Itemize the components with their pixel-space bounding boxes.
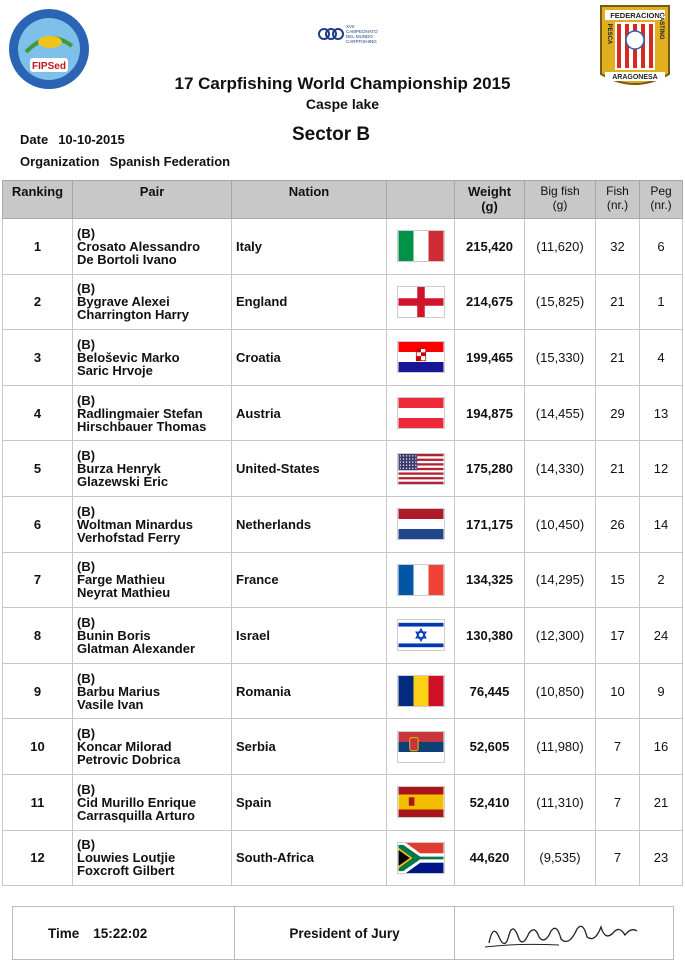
footer-president: President of Jury <box>235 907 455 959</box>
cell-nation: Austria <box>232 385 387 441</box>
cell-fish: 21 <box>596 441 640 497</box>
pair-angler-2: Petrovic Dobrica <box>77 752 181 768</box>
champ-logo-l4: CARPFISHING <box>346 39 377 44</box>
cell-nation: Serbia <box>232 719 387 775</box>
cell-pair <box>73 441 232 497</box>
cell-pair <box>73 830 232 886</box>
cell-bigfish: (12,300) <box>525 608 596 664</box>
cell-flag <box>387 385 455 441</box>
pair-angler-2: Carrasquilla Arturo <box>77 807 195 823</box>
footer-time <box>13 907 235 959</box>
cell-pair <box>73 385 232 441</box>
col-peg <box>640 181 683 219</box>
cell-peg: 14 <box>640 496 683 552</box>
cell-weight: 175,280 <box>455 441 525 497</box>
cell-rank: 11 <box>3 774 73 830</box>
cell-weight: 76,445 <box>455 663 525 719</box>
pair-sector: (B) <box>77 503 96 519</box>
cell-fish: 7 <box>596 774 640 830</box>
cell-peg: 1 <box>640 274 683 330</box>
cell-nation: Croatia <box>232 330 387 386</box>
cell-weight: 199,465 <box>455 330 525 386</box>
cell-weight: 130,380 <box>455 608 525 664</box>
cell-rank: 1 <box>3 219 73 275</box>
cell-nation: England <box>232 274 387 330</box>
footer-box <box>12 906 674 960</box>
cell-weight: 44,620 <box>455 830 525 886</box>
cell-weight: 215,420 <box>455 219 525 275</box>
flag-netherlands <box>397 508 445 540</box>
pair-angler-1: Burza Henryk <box>77 461 161 477</box>
cell-rank: 8 <box>3 608 73 664</box>
cell-pair <box>73 719 232 775</box>
cell-bigfish: (15,330) <box>525 330 596 386</box>
col-weight-unit: (g) <box>481 199 498 214</box>
flag-france <box>397 564 445 596</box>
cell-flag <box>387 830 455 886</box>
cell-fish: 29 <box>596 385 640 441</box>
flag-italy <box>397 230 445 262</box>
cell-peg: 6 <box>640 219 683 275</box>
table-row <box>3 608 683 664</box>
flag-romania <box>397 675 445 707</box>
logo-right-bottom: ARAGONESA <box>612 74 658 81</box>
pair-angler-2: Neyrat Mathieu <box>77 585 171 601</box>
cell-flag <box>387 330 455 386</box>
cell-rank: 10 <box>3 719 73 775</box>
logo-right-right: CASTING <box>658 12 664 40</box>
cell-pair <box>73 274 232 330</box>
cell-flag <box>387 219 455 275</box>
cell-weight: 134,325 <box>455 552 525 608</box>
cell-bigfish: (14,295) <box>525 552 596 608</box>
cell-peg: 16 <box>640 719 683 775</box>
cell-rank: 2 <box>3 274 73 330</box>
cell-rank: 3 <box>3 330 73 386</box>
cell-weight: 214,675 <box>455 274 525 330</box>
cell-rank: 4 <box>3 385 73 441</box>
pair-angler-2: Glazewski Eric <box>77 474 169 490</box>
cell-nation: Romania <box>232 663 387 719</box>
pair-angler-1: Crosato Alessandro <box>77 238 201 254</box>
cell-fish: 21 <box>596 330 640 386</box>
sector-label: Sector B <box>292 124 371 145</box>
signature-cell <box>455 907 673 959</box>
cell-nation: South-Africa <box>232 830 387 886</box>
table-row <box>3 219 683 275</box>
col-fish <box>596 181 640 219</box>
col-weight <box>455 181 525 219</box>
cell-rank: 6 <box>3 496 73 552</box>
cell-nation: Israel <box>232 608 387 664</box>
table-header-row <box>3 181 683 219</box>
champ-logo-l1: XVII <box>346 24 355 29</box>
cell-nation: Spain <box>232 774 387 830</box>
org-value: Spanish Federation <box>109 154 231 169</box>
col-nation: Nation <box>232 181 387 219</box>
cell-bigfish: (14,330) <box>525 441 596 497</box>
cell-rank: 9 <box>3 663 73 719</box>
pair-angler-2: Vasile Ivan <box>77 696 144 712</box>
col-fish-label: Fish <box>606 184 629 198</box>
cell-flag <box>387 274 455 330</box>
cell-peg: 23 <box>640 830 683 886</box>
table-row <box>3 719 683 775</box>
cell-nation: Italy <box>232 219 387 275</box>
cell-fish: 26 <box>596 496 640 552</box>
cell-weight: 52,410 <box>455 774 525 830</box>
pair-sector: (B) <box>77 225 96 241</box>
pair-sector: (B) <box>77 336 96 352</box>
table-row <box>3 663 683 719</box>
time-value: 15:22:02 <box>93 925 148 941</box>
cell-pair <box>73 219 232 275</box>
cell-fish: 21 <box>596 274 640 330</box>
cell-flag <box>387 441 455 497</box>
pair-angler-1: Radlingmaier Stefan <box>77 405 203 421</box>
pair-angler-2: Verhofstad Ferry <box>77 529 181 545</box>
cell-peg: 12 <box>640 441 683 497</box>
time-label: Time <box>48 925 80 941</box>
date-line <box>20 132 125 147</box>
pair-sector: (B) <box>77 670 96 686</box>
cell-bigfish: (11,620) <box>525 219 596 275</box>
cell-fish: 7 <box>596 719 640 775</box>
cell-peg: 9 <box>640 663 683 719</box>
championship-logo <box>316 22 396 52</box>
table-row <box>3 385 683 441</box>
col-bigfish <box>525 181 596 219</box>
pair-angler-1: Woltman Minardus <box>77 516 194 532</box>
pair-sector: (B) <box>77 448 96 464</box>
flag-austria <box>397 397 445 429</box>
cell-fish: 17 <box>596 608 640 664</box>
cell-flag <box>387 496 455 552</box>
flag-southafrica <box>397 842 445 874</box>
pair-sector: (B) <box>77 614 96 630</box>
pair-sector: (B) <box>77 837 96 853</box>
org-label: Organization <box>20 154 100 169</box>
logo-right-left: PESCA <box>606 23 612 45</box>
pair-sector: (B) <box>77 726 96 742</box>
cell-pair <box>73 552 232 608</box>
cell-peg: 4 <box>640 330 683 386</box>
col-weight-label: Weight <box>467 184 512 199</box>
cell-pair <box>73 663 232 719</box>
cell-nation: United-States <box>232 441 387 497</box>
cell-flag <box>387 719 455 775</box>
pair-angler-2: Glatman Alexander <box>77 640 196 656</box>
flag-england <box>397 286 445 318</box>
pair-angler-2: De Bortoli Ivano <box>77 251 177 267</box>
cell-bigfish: (10,450) <box>525 496 596 552</box>
cell-peg: 2 <box>640 552 683 608</box>
table-row <box>3 552 683 608</box>
table-row <box>3 330 683 386</box>
cell-peg: 24 <box>640 608 683 664</box>
col-peg-label: Peg <box>650 184 672 198</box>
cell-fish: 10 <box>596 663 640 719</box>
col-peg-unit: (nr.) <box>650 198 672 212</box>
pair-sector: (B) <box>77 392 96 408</box>
signature-image <box>479 913 649 953</box>
cell-pair <box>73 608 232 664</box>
cell-rank: 7 <box>3 552 73 608</box>
pair-angler-2: Saric Hrvoje <box>77 362 153 378</box>
cell-pair <box>73 330 232 386</box>
cell-bigfish: (15,825) <box>525 274 596 330</box>
col-fish-unit: (nr.) <box>606 198 629 212</box>
pair-angler-2: Hirschbauer Thomas <box>77 418 207 434</box>
cell-flag <box>387 608 455 664</box>
col-flag <box>387 181 455 219</box>
cell-bigfish: (9,535) <box>525 830 596 886</box>
cell-nation: Netherlands <box>232 496 387 552</box>
cell-bigfish: (14,455) <box>525 385 596 441</box>
flag-usa <box>397 453 445 485</box>
pair-angler-2: Foxcroft Gilbert <box>77 863 175 879</box>
results-body <box>3 219 683 886</box>
cell-peg: 21 <box>640 774 683 830</box>
table-row <box>3 774 683 830</box>
cell-weight: 171,175 <box>455 496 525 552</box>
cell-bigfish: (11,980) <box>525 719 596 775</box>
champ-logo-l3: DEL MUNDO <box>346 34 373 39</box>
pair-angler-2: Charrington Harry <box>77 307 189 323</box>
flag-spain <box>397 786 445 818</box>
cell-peg: 13 <box>640 385 683 441</box>
pair-angler-1: Farge Mathieu <box>77 572 166 588</box>
flag-serbia <box>397 731 445 763</box>
date-label: Date <box>20 132 49 147</box>
pair-angler-1: Louwies Loutjie <box>77 850 176 866</box>
cell-fish: 32 <box>596 219 640 275</box>
cell-pair <box>73 774 232 830</box>
col-pair: Pair <box>73 181 232 219</box>
cell-flag <box>387 552 455 608</box>
flag-croatia <box>397 341 445 373</box>
col-bigfish-label: Big fish <box>540 184 580 198</box>
cell-weight: 52,605 <box>455 719 525 775</box>
results-table <box>2 180 683 886</box>
cell-fish: 15 <box>596 552 640 608</box>
date-value: 10-10-2015 <box>58 132 125 147</box>
pair-angler-1: Bunin Boris <box>77 627 151 643</box>
col-ranking: Ranking <box>3 181 73 219</box>
cell-pair <box>73 496 232 552</box>
cell-rank: 5 <box>3 441 73 497</box>
champ-logo-l2: CAMPEONATO <box>346 29 378 34</box>
fipsed-logo-text: FIPSed <box>32 61 66 72</box>
col-bigfish-unit: (g) <box>552 198 568 212</box>
table-row <box>3 441 683 497</box>
organization-line <box>20 154 230 169</box>
cell-rank: 12 <box>3 830 73 886</box>
pair-sector: (B) <box>77 559 96 575</box>
table-row <box>3 830 683 886</box>
cell-flag <box>387 774 455 830</box>
cell-bigfish: (10,850) <box>525 663 596 719</box>
flag-israel <box>397 619 445 651</box>
pair-angler-1: Cid Murillo Enrique <box>77 794 197 810</box>
pair-angler-1: Koncar Milorad <box>77 739 172 755</box>
table-row <box>3 274 683 330</box>
pair-angler-1: Barbu Marius <box>77 683 161 699</box>
page-subtitle: Caspe lake <box>305 96 380 112</box>
pair-angler-1: Bygrave Alexei <box>77 294 170 310</box>
pair-sector: (B) <box>77 281 96 297</box>
page-title: 17 Carpfishing World Championship 2015 <box>174 74 511 93</box>
pair-sector: (B) <box>77 781 96 797</box>
pair-angler-1: Beloševic Marko <box>77 349 180 365</box>
cell-bigfish: (11,310) <box>525 774 596 830</box>
table-row <box>3 496 683 552</box>
cell-weight: 194,875 <box>455 385 525 441</box>
cell-nation: France <box>232 552 387 608</box>
cell-flag <box>387 663 455 719</box>
cell-fish: 7 <box>596 830 640 886</box>
logo-right-top: FEDERACION <box>610 11 660 20</box>
